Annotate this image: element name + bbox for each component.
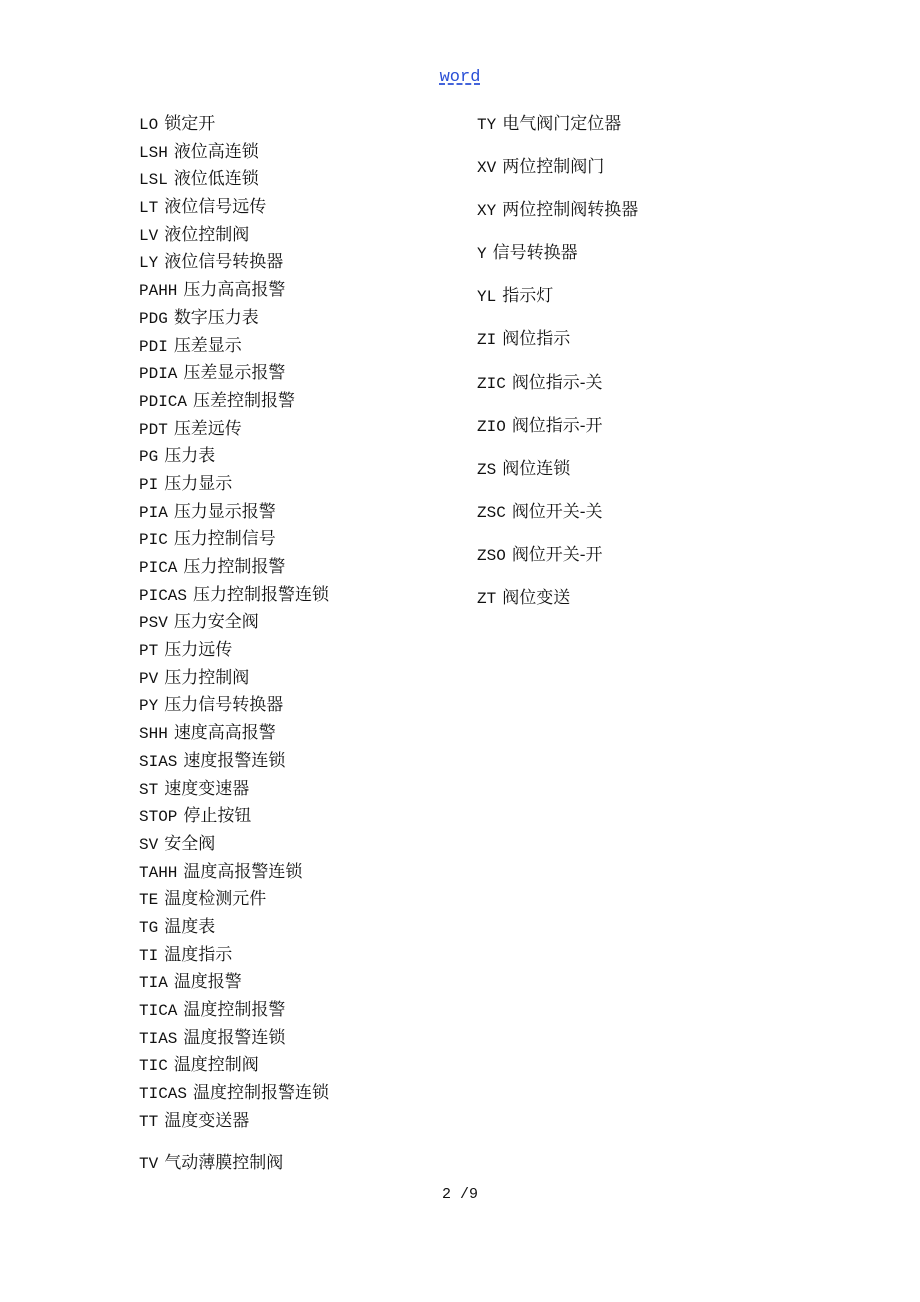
entry-code: PICA: [139, 559, 178, 577]
glossary-entry: [139, 223, 459, 251]
entry-code: PSV: [139, 614, 168, 633]
entry-code: PIC: [139, 531, 168, 550]
entry-description: 液位信号远传: [164, 197, 267, 218]
entry-description: 压力显示报警: [173, 501, 276, 522]
entry-code: PDI: [139, 337, 168, 356]
glossary-entry: [477, 586, 797, 629]
entry-code: TIAS: [139, 1029, 178, 1048]
entry-description: 阀位指示: [502, 329, 571, 350]
entry-code: ZS: [477, 460, 497, 479]
entry-description: 液位高连锁: [173, 141, 259, 162]
entry-description: 压力表: [164, 446, 216, 467]
entry-description: 速度报警连锁: [183, 750, 286, 771]
glossary-entry: [139, 638, 459, 666]
entry-description: 温度报警连锁: [183, 1027, 286, 1048]
glossary-entry: [139, 112, 459, 140]
entry-code: PV: [139, 669, 159, 688]
entry-code: ZSC: [477, 503, 506, 522]
glossary-entry: [139, 777, 459, 805]
entry-code: TV: [139, 1155, 159, 1174]
entry-code: SV: [139, 835, 159, 854]
glossary-entry: [139, 195, 459, 223]
glossary-entry: [477, 241, 797, 284]
entry-code: YL: [477, 288, 497, 307]
entry-code: Y: [477, 245, 487, 264]
entry-description: 压力显示: [164, 473, 233, 494]
glossary-entry: [139, 915, 459, 943]
entry-code: PY: [139, 697, 159, 716]
entry-code: XV: [477, 159, 497, 178]
entry-code: PT: [139, 642, 159, 661]
entry-code: TICAS: [139, 1085, 188, 1104]
entry-description: 温度报警: [173, 972, 242, 993]
entry-description: 温度表: [164, 916, 216, 937]
glossary-entry: [139, 361, 459, 389]
entry-description: 温度变送器: [164, 1110, 250, 1131]
glossary-entry: [139, 583, 459, 611]
entry-description: 温度控制阀: [173, 1055, 259, 1076]
entry-description: 温度控制报警: [183, 1000, 286, 1020]
entry-description: 安全阀: [164, 833, 216, 854]
glossary-entry: [139, 1151, 459, 1179]
entry-description: 压力远传: [164, 640, 233, 661]
glossary-entry: [139, 527, 459, 555]
entry-description: 阀位指示-开: [511, 415, 603, 436]
entry-code: SHH: [139, 725, 168, 744]
glossary-entry: [139, 472, 459, 500]
entry-description: 两位控制阀转换器: [502, 200, 639, 221]
entry-description: 压差控制报警: [193, 390, 296, 411]
glossary-entry: [477, 284, 797, 327]
entry-code: LT: [139, 199, 159, 218]
entry-code: TIC: [139, 1057, 168, 1076]
entry-description: 液位控制阀: [164, 224, 250, 245]
glossary-entry: [477, 155, 797, 198]
glossary-entry: [139, 1109, 459, 1137]
entry-description: 电气阀门定位器: [502, 114, 622, 134]
entry-code: TICA: [139, 1002, 178, 1020]
glossary-entry: [477, 414, 797, 457]
entry-description: 温度控制报警连锁: [193, 1083, 330, 1104]
entry-description: 压力控制阀: [164, 667, 250, 688]
glossary-entry: [139, 749, 459, 777]
entry-code: LSH: [139, 143, 168, 162]
entry-code: PDICA: [139, 392, 188, 411]
entry-description: 压力控制报警: [183, 557, 286, 577]
glossary-entry: [139, 444, 459, 472]
entry-code: TAHH: [139, 863, 178, 882]
entry-code: TIA: [139, 974, 168, 993]
glossary-entry: [139, 555, 459, 583]
entry-description: 压差显示: [173, 335, 242, 356]
header-word-link[interactable]: word: [439, 68, 481, 87]
entry-code: TI: [139, 946, 159, 965]
entry-code: PAHH: [139, 282, 178, 301]
entry-description: 液位信号转换器: [164, 252, 284, 273]
page-number: 2 /9: [441, 1186, 478, 1203]
glossary-entry: [139, 1053, 459, 1081]
glossary-entry: [139, 1081, 459, 1109]
entry-code: PIA: [139, 503, 168, 522]
entry-code: PDG: [139, 309, 168, 328]
entry-code: XY: [477, 202, 497, 221]
entry-description: 阀位连锁: [502, 458, 571, 479]
glossary-entry: [477, 543, 797, 586]
glossary-entry: [139, 417, 459, 445]
glossary-entry: [139, 721, 459, 749]
glossary-entry: [139, 140, 459, 168]
glossary-entry: [139, 832, 459, 860]
glossary-entry: [139, 500, 459, 528]
entry-description: 两位控制阀门: [502, 157, 605, 178]
entry-description: 压力控制报警连锁: [193, 584, 330, 605]
glossary-entry: [477, 371, 797, 414]
entry-description: 液位低连锁: [173, 169, 259, 190]
entry-code: SIAS: [139, 752, 178, 771]
glossary-entry: [139, 943, 459, 971]
glossary-entry: [139, 860, 459, 888]
glossary-entry: [139, 278, 459, 306]
entry-description: 气动薄膜控制阀: [164, 1153, 284, 1174]
entry-code: LSL: [139, 171, 168, 190]
entry-code: ST: [139, 780, 159, 799]
glossary-entry: [477, 198, 797, 241]
entry-code: LY: [139, 254, 159, 273]
entry-description: 压力信号转换器: [164, 695, 284, 716]
entry-code: ZT: [477, 590, 497, 609]
entry-description: 压力高高报警: [183, 280, 286, 301]
entry-description: 停止按钮: [183, 806, 252, 827]
entry-code: PICAS: [139, 586, 188, 605]
entry-description: 温度高报警连锁: [183, 861, 303, 882]
entry-code: PDT: [139, 420, 168, 439]
entry-code: PDIA: [139, 365, 178, 384]
entry-description: 压差显示报警: [183, 363, 286, 384]
glossary-entry: [139, 970, 459, 998]
glossary-entry: [139, 610, 459, 638]
entry-description: 数字压力表: [173, 307, 259, 328]
entry-description: 锁定开: [164, 114, 216, 134]
glossary-entry: [477, 112, 797, 155]
entry-code: ZI: [477, 331, 497, 350]
entry-code: ZIO: [477, 417, 506, 436]
entry-code: STOP: [139, 808, 178, 827]
glossary-entry: [139, 306, 459, 334]
entry-description: 阀位变送: [502, 588, 571, 609]
glossary-entry: [477, 327, 797, 370]
entry-code: TE: [139, 891, 159, 910]
glossary-entry: [477, 500, 797, 543]
glossary-entry: [139, 250, 459, 278]
entry-code: TG: [139, 918, 159, 937]
entry-description: 速度高高报警: [173, 723, 276, 744]
glossary-entry: [139, 334, 459, 362]
entry-code: LV: [139, 226, 159, 245]
glossary-entry: [139, 167, 459, 195]
glossary-entry: [139, 998, 459, 1026]
glossary-entry: [139, 693, 459, 721]
entry-description: 阀位开关-关: [511, 501, 603, 522]
entry-description: 温度检测元件: [164, 889, 267, 910]
entry-description: 指示灯: [502, 286, 554, 307]
left-glossary-column: [139, 112, 459, 1179]
entry-description: 压力控制信号: [173, 529, 276, 550]
entry-code: PG: [139, 448, 159, 467]
entry-description: 温度指示: [164, 944, 233, 965]
glossary-entry: [139, 1026, 459, 1054]
glossary-entry: [139, 666, 459, 694]
entry-description: 速度变速器: [164, 778, 250, 799]
entry-code: ZIC: [477, 374, 506, 393]
entry-code: TY: [477, 116, 497, 134]
entry-code: LO: [139, 116, 159, 134]
glossary-entry: [139, 804, 459, 832]
entry-description: 阀位指示-关: [511, 372, 603, 393]
glossary-entry: [139, 389, 459, 417]
entry-description: 压差远传: [173, 418, 242, 439]
glossary-entry: [477, 457, 797, 500]
entry-code: ZSO: [477, 546, 506, 565]
entry-description: 压力安全阀: [173, 612, 259, 633]
right-glossary-column: [477, 112, 797, 629]
entry-description: 阀位开关-开: [511, 544, 603, 565]
entry-code: TT: [139, 1112, 159, 1131]
glossary-entry: [139, 887, 459, 915]
entry-description: 信号转换器: [492, 243, 578, 264]
entry-code: PI: [139, 475, 159, 494]
